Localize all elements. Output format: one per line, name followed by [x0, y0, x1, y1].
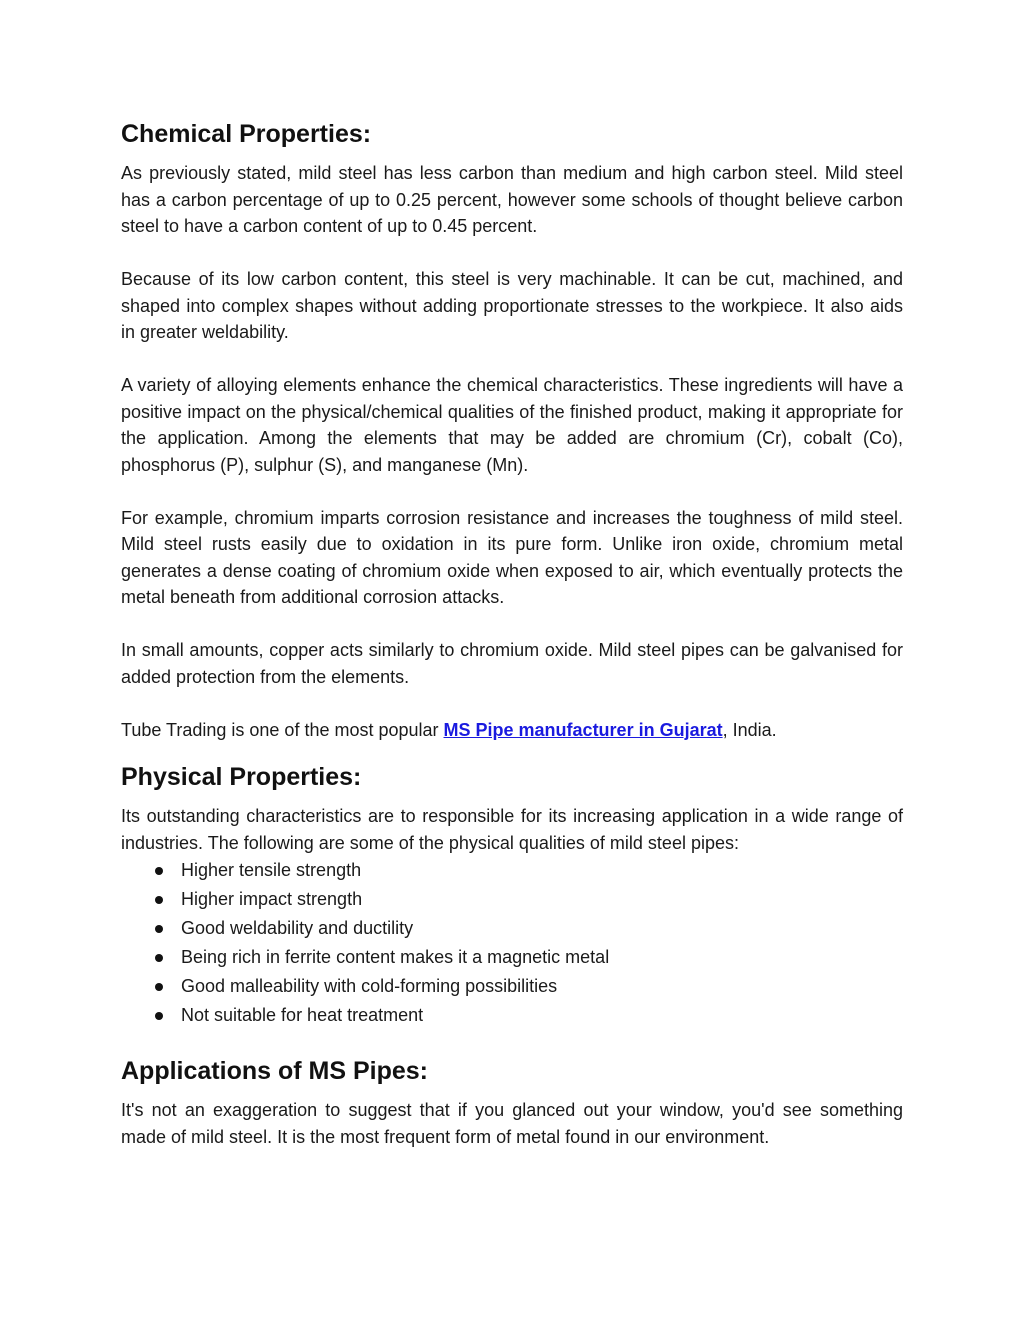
- list-item: [155, 856, 903, 885]
- document-page: [121, 118, 903, 1150]
- chemical-paragraph-5: In small amounts, copper acts similarly to chromium oxide. Mild steel pipes can be galvanised for added protection from the elements.: [121, 640, 903, 687]
- list-item: [155, 914, 903, 943]
- chemical-properties-heading: Chemical Properties:: [121, 120, 372, 148]
- bullet-icon: [155, 925, 163, 933]
- list-item-text: Good malleability with cold-forming possibilities: [181, 976, 558, 996]
- chemical-paragraph-4: For example, chromium imparts corrosion resistance and increases the toughness of mild steel. Mild steel rusts easily due to oxidation in its pure form. Unlike iron oxide, chromium metal generates a dense coating of chromium oxide when exposed to air, which eventually protects the metal beneath from additional corrosion attacks.: [121, 507, 903, 607]
- list-item-text: Being rich in ferrite content makes it a magnetic metal: [181, 947, 610, 967]
- bullet-icon: [155, 983, 163, 991]
- bullet-icon: [155, 1012, 163, 1020]
- promo-paragraph: [121, 717, 903, 744]
- list-item: [155, 885, 903, 914]
- list-item: [155, 972, 903, 1001]
- bullet-icon: [155, 867, 163, 875]
- bullet-icon: [155, 896, 163, 904]
- chemical-paragraph-1: As previously stated, mild steel has less carbon than medium and high carbon steel. Mild steel has a carbon percentage of up to 0.25 percent, however some schools of thought believe carbon steel to have a carbon content of up to 0.45 percent.: [121, 163, 903, 236]
- list-item: [155, 943, 903, 972]
- physical-intro-paragraph: Its outstanding characteristics are to responsible for its increasing application in a wide range of industries. The following are some of the physical qualities of mild steel pipes:: [121, 806, 903, 853]
- chemical-paragraph-3: A variety of alloying elements enhance the chemical characteristics. These ingredients will have a positive impact on the physical/chemical qualities of the finished product, making it appropriate for the application. Among the elements that may be added are chromium (Cr), cobalt (Co), phosphorus (P), sulphur (S), and manganese (Mn).: [121, 375, 903, 475]
- promo-text-before: Tube Trading is one of the most popular: [121, 719, 444, 740]
- promo-text-after: , India.: [722, 719, 777, 740]
- list-item-text: Higher impact strength: [181, 889, 363, 909]
- physical-properties-heading: Physical Properties:: [121, 763, 362, 791]
- bullet-icon: [155, 954, 163, 962]
- list-item-text: Higher tensile strength: [181, 860, 362, 880]
- ms-pipe-manufacturer-link[interactable]: MS Pipe manufacturer in Gujarat: [443, 719, 723, 740]
- chemical-paragraph-2: Because of its low carbon content, this steel is very machinable. It can be cut, machined, and shaped into complex shapes without adding proportionate stresses to the workpiece. It also aids in greater weldability.: [121, 269, 903, 342]
- list-item-text: Good weldability and ductility: [181, 918, 414, 938]
- applications-paragraph: It's not an exaggeration to suggest that if you glanced out your window, you'd see something made of mild steel. It is the most frequent form of metal found in our environment.: [121, 1100, 903, 1147]
- list-item-text: Not suitable for heat treatment: [181, 1005, 424, 1025]
- applications-heading: Applications of MS Pipes:: [121, 1057, 428, 1085]
- physical-properties-list: [121, 856, 903, 1030]
- list-item: [155, 1001, 903, 1030]
